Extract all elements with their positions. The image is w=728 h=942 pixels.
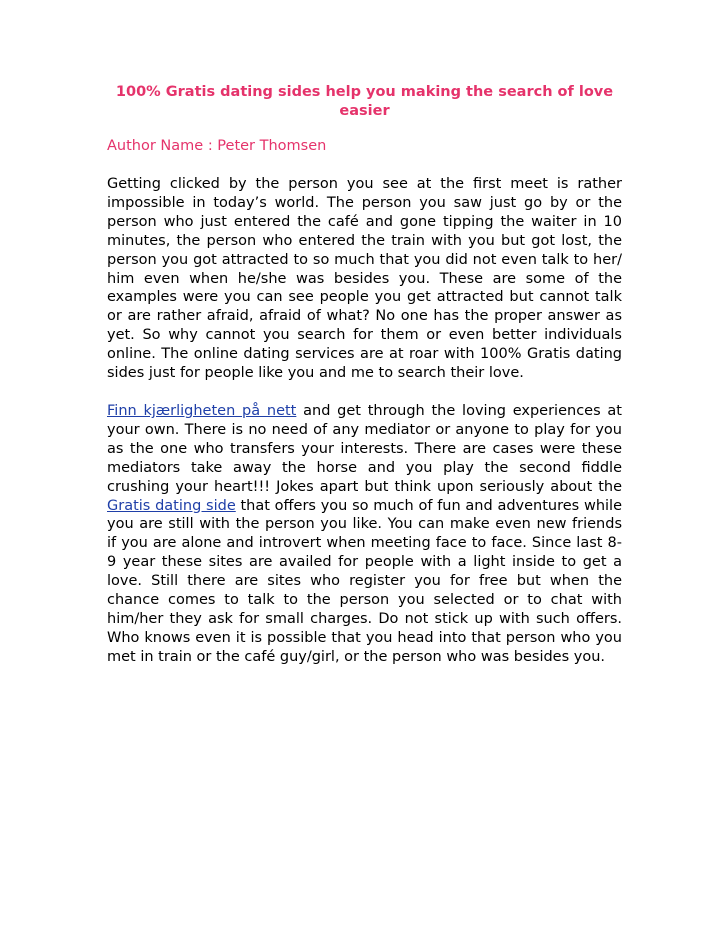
paragraph-1: Getting clicked by the person you see at the first meet is rather impossible in today’s world. The person you saw just go by or the person who just entered the café and gone tipping the waiter in 10 minutes, the person who entered the train with you but got lost, the person you got attracted to so much that you did not even talk to her/ him even when he/she was besides you. These are some of the examples were you can see people you get attracted but cannot talk or are rather afraid, afraid of what? No one has the proper answer as yet. So why cannot you search for them or even better individuals online. The online dating services are at roar with 100% Gratis dating sides just for people like you and me to search their love. — [107, 176, 622, 382]
paragraph-2-text-2: that offers you so much of fun and adventures while you are still with the person you like. You can make even new friends if you are alone and introvert when meeting face to face. Since last 8-9 year these sites are availed for people with a light inside to get a love. Still there are sites who register you for free but when the chance comes to talk to the person you selected or to chat with him/her they ask for small charges. Do not stick up with such offers. Who knows even it is possible that you head into that person who you met in train or the café guy/girl, or the person who was besides you. — [107, 497, 622, 665]
gratis-dating-side-link[interactable]: Gratis dating side — [107, 497, 236, 514]
document-page — [107, 83, 622, 686]
author-name: Author Name : Peter Thomsen — [107, 138, 327, 154]
document-title: 100% Gratis dating sides help you making the search of love easier — [115, 84, 614, 119]
paragraph-2 — [107, 402, 622, 667]
paragraph-2-text-1: and get through the loving experiences at your own. There is no need of any mediator or anyone to play for you as the one who transfers your interests. There are cases were these mediators take away the horse and you play the second fiddle crushing your heart!!! Jokes apart but think upon seriously about the — [107, 402, 622, 495]
finn-kjaerligheten-link[interactable]: Finn kjærligheten på nett — [107, 402, 297, 419]
